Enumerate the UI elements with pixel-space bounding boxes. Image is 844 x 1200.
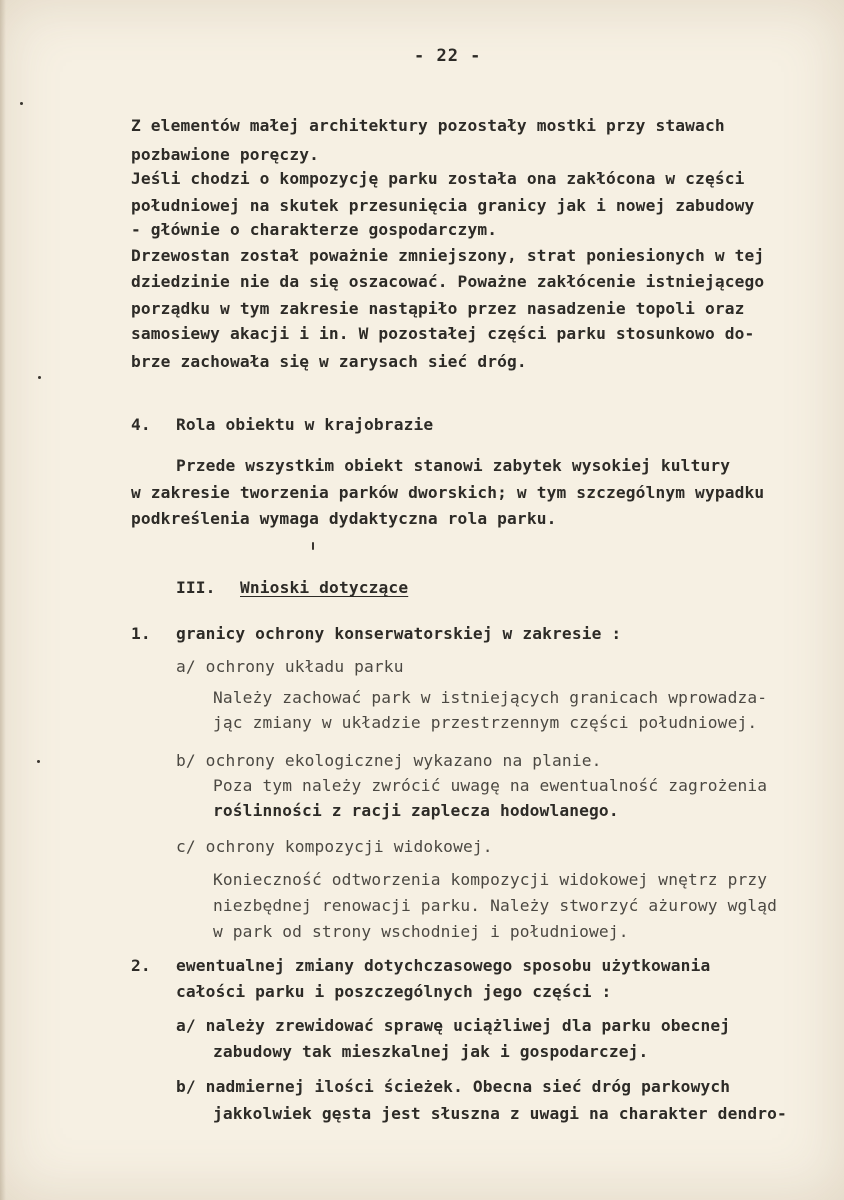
paragraph-line: samosiewy akacji i in. W pozostałej części parku stosunkowo do-	[131, 324, 755, 343]
paragraph-line: południowej na skutek przesunięcia granicy jak i nowej zabudowy	[131, 196, 755, 215]
page-number: - 22 -	[414, 46, 482, 66]
paragraph-line: Z elementów małej architektury pozostały mostki przy stawach	[131, 116, 725, 135]
paragraph-line: dziedzinie nie da się oszacować. Poważne zakłócenie istniejącego	[131, 272, 765, 291]
paragraph-line: porządku w tym zakresie nastąpiło przez nasadzenie topoli oraz	[131, 299, 745, 318]
item-1-c-line: niezbędnej renowacji parku. Należy stworzyć ażurowy wgląd	[213, 896, 778, 915]
item-2-b-line: b/ nadmiernej ilości ścieżek. Obecna sieć dróg parkowych	[176, 1077, 731, 1096]
section-4-number: 4.	[131, 415, 151, 434]
paragraph-line: - głównie o charakterze gospodarczym.	[131, 220, 498, 239]
paragraph-line: Drzewostan został poważnie zmniejszony, strat poniesionych w tej	[131, 246, 765, 265]
section-4-line: w zakresie tworzenia parków dworskich; w tym szczególnym wypadku	[131, 483, 765, 502]
item-1-a-line: Należy zachować park w istniejących granicach wprowadza-	[213, 688, 768, 707]
item-1-c-line: Konieczność odtworzenia kompozycji widokowej wnętrz przy	[213, 870, 768, 889]
scan-speck	[38, 376, 41, 379]
item-1-number: 1.	[131, 624, 151, 643]
paragraph-line: Jeśli chodzi o kompozycję parku została ona zakłócona w części	[131, 169, 745, 188]
scan-speck	[20, 102, 23, 105]
item-1-c-line: w park od strony wschodniej i południowej.	[213, 922, 629, 941]
paragraph-line: brze zachowała się w zarysach sieć dróg.	[131, 352, 527, 371]
item-1-a-line: jąc zmiany w układzie przestrzennym części południowej.	[213, 713, 758, 732]
item-1-a-label: a/ ochrony układu parku	[176, 657, 404, 676]
paragraph-line: pozbawione poręczy.	[131, 145, 320, 164]
item-1-b-label: b/ ochrony ekologicznej wykazano na planie.	[176, 751, 602, 770]
item-1-b-line: Poza tym należy zwrócić uwagę na ewentualność zagrożenia	[213, 776, 768, 795]
item-2-number: 2.	[131, 956, 151, 975]
item-2-title-line: całości parku i poszczególnych jego części :	[176, 982, 612, 1001]
item-2-b-line: jakkolwiek gęsta jest słuszna z uwagi na charakter dendro-	[213, 1104, 787, 1123]
scan-speck	[312, 542, 314, 550]
section-4-line: podkreślenia wymaga dydaktyczna rola parku.	[131, 509, 557, 528]
item-1-c-label: c/ ochrony kompozycji widokowej.	[176, 837, 493, 856]
item-2-title-line: ewentualnej zmiany dotychczasowego sposobu użytkowania	[176, 956, 711, 975]
section-4-heading: Rola obiektu w krajobrazie	[176, 415, 434, 434]
item-1-title: granicy ochrony konserwatorskiej w zakresie :	[176, 624, 622, 643]
section-III-heading: Wnioski dotyczące	[240, 578, 409, 597]
scan-speck	[37, 760, 40, 763]
item-2-a-line: zabudowy tak mieszkalnej jak i gospodarczej.	[213, 1042, 649, 1061]
section-4-line: Przede wszystkim obiekt stanowi zabytek wysokiej kultury	[176, 456, 731, 475]
section-III-number: III.	[176, 578, 216, 597]
page-edge-shadow	[0, 0, 6, 1200]
item-2-a-line: a/ należy zrewidować sprawę uciążliwej dla parku obecnej	[176, 1016, 731, 1035]
item-1-b-line: roślinności z racji zaplecza hodowlanego.	[213, 801, 619, 820]
